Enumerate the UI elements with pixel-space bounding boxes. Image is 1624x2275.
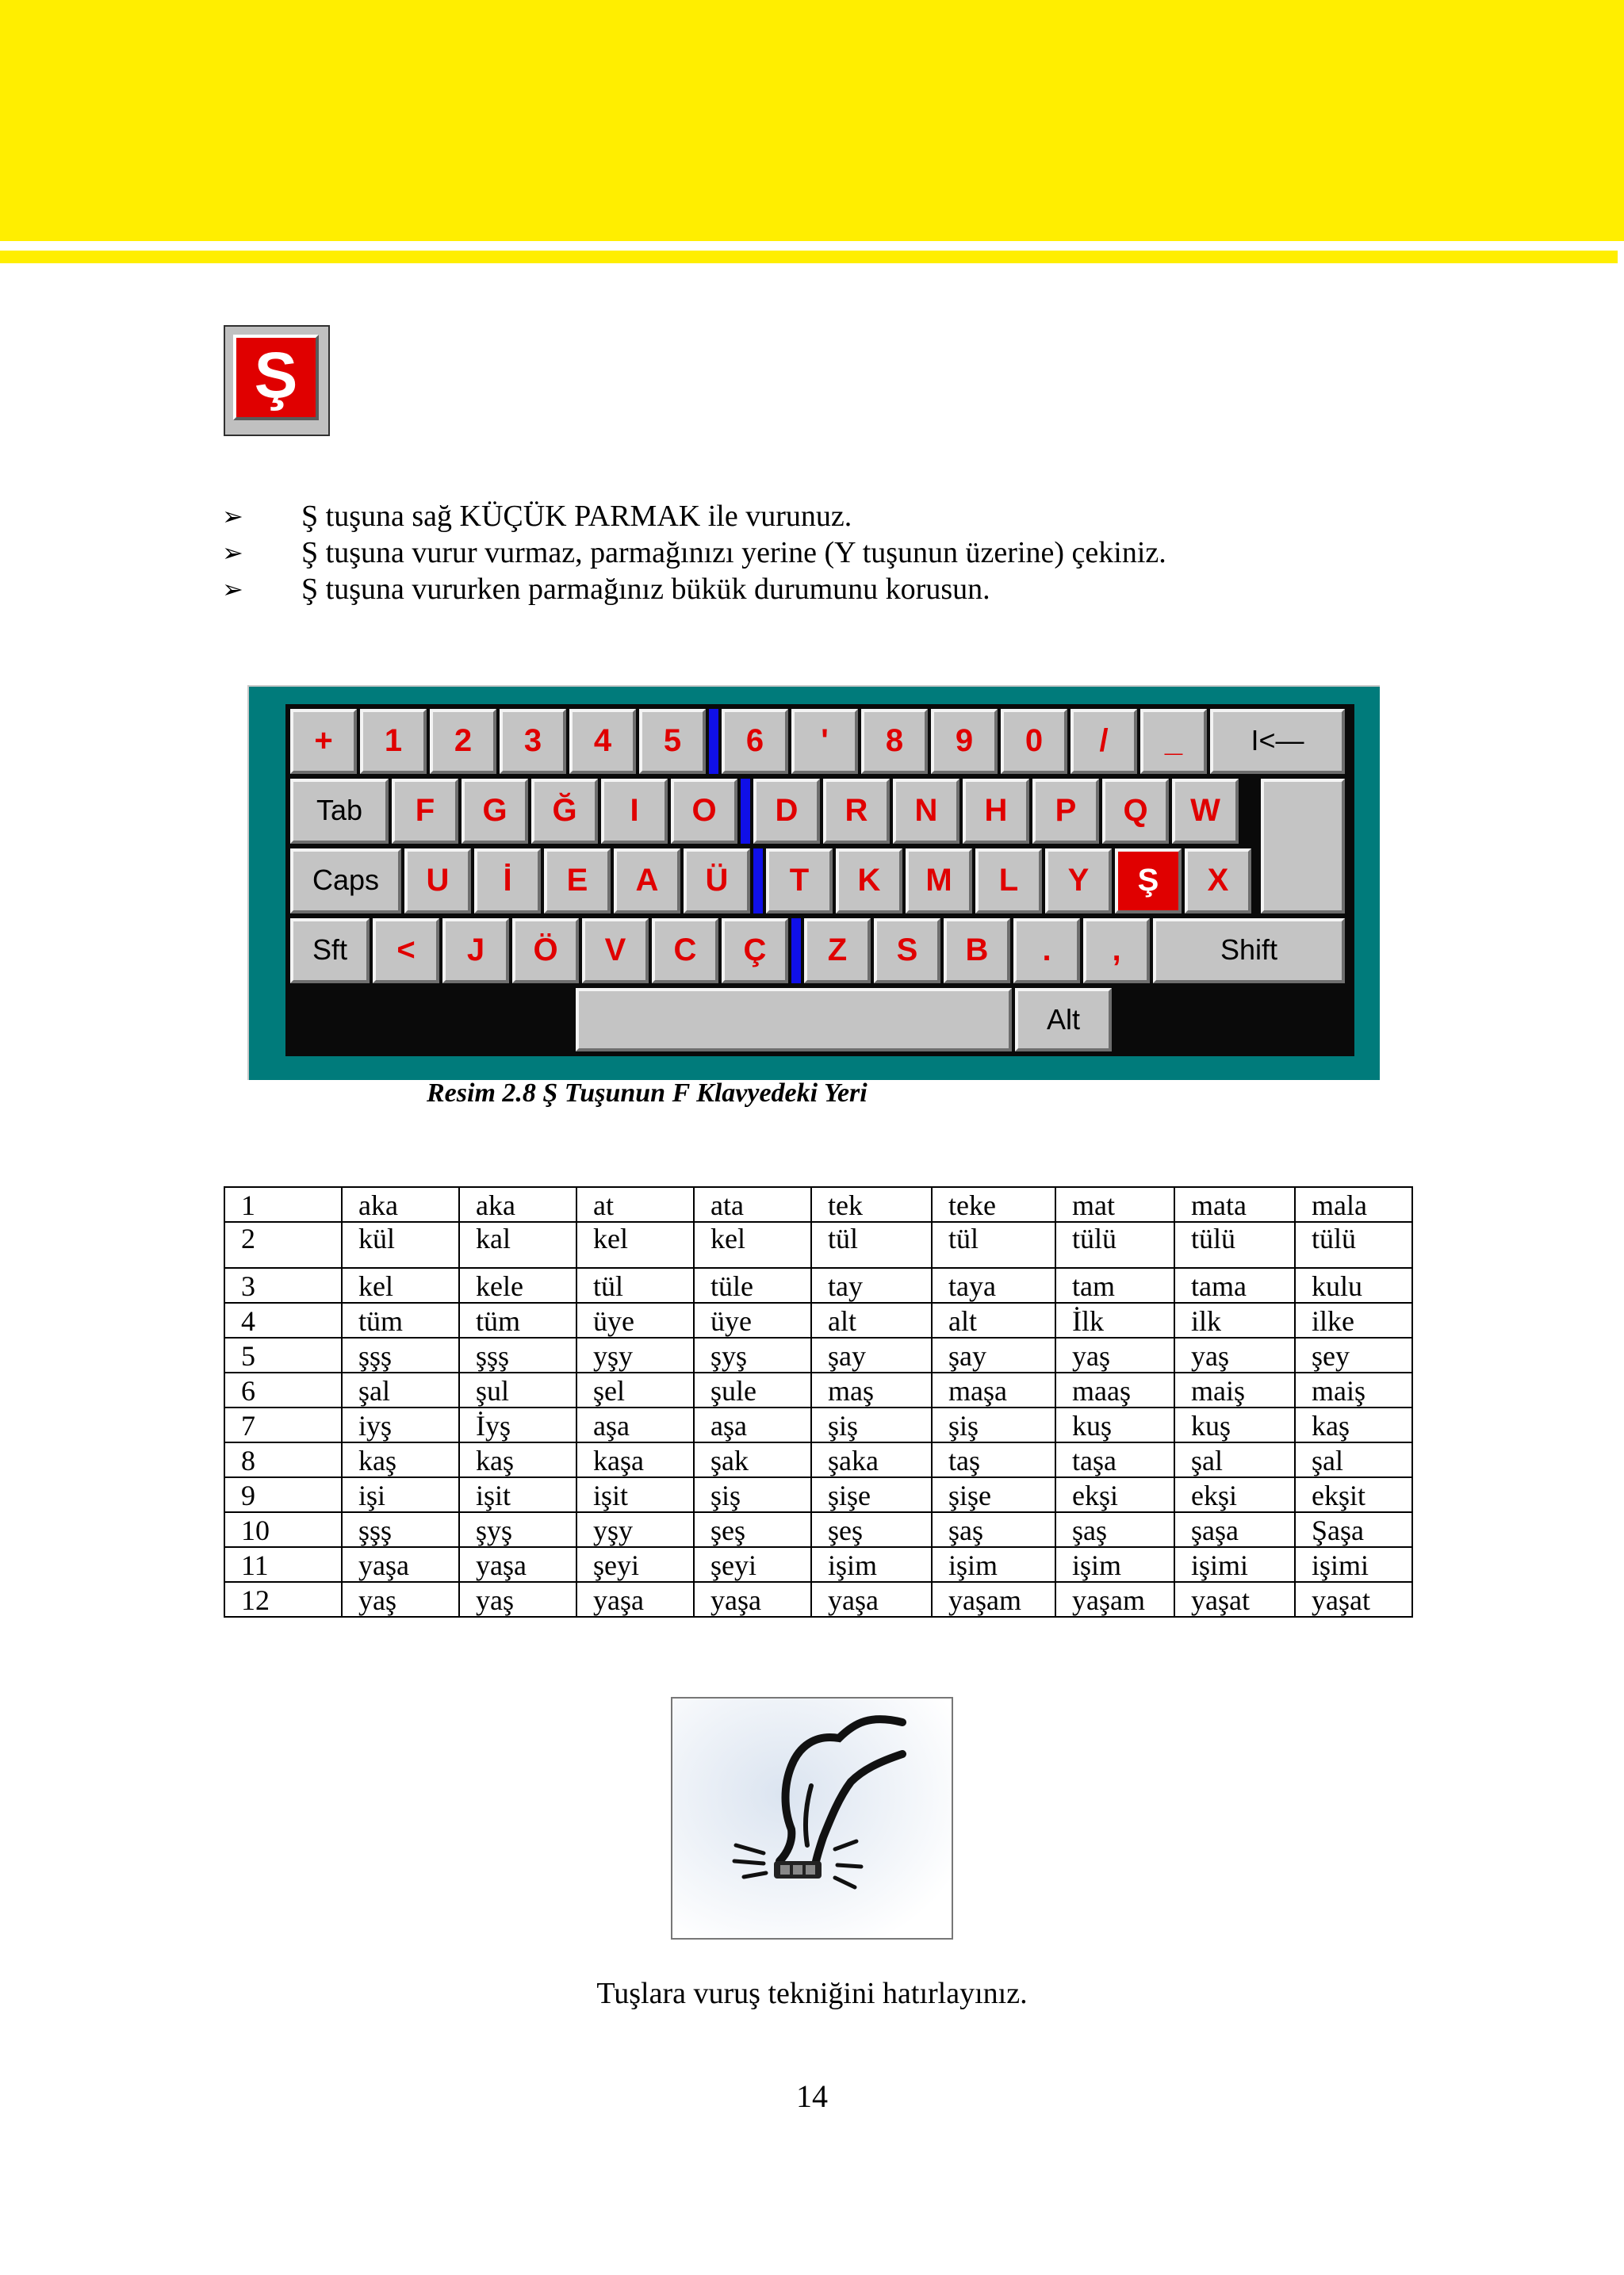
key-2: 2 bbox=[430, 709, 496, 774]
key-q: Q bbox=[1102, 779, 1169, 844]
word-cell: kuş bbox=[1174, 1408, 1295, 1442]
key-l: L bbox=[975, 848, 1042, 913]
word-cell: taya bbox=[932, 1268, 1055, 1303]
word-cell: şyş bbox=[694, 1338, 811, 1373]
word-cell: tülü bbox=[1174, 1222, 1295, 1268]
instruction-item bbox=[222, 571, 1411, 607]
word-cell: aşa bbox=[576, 1408, 694, 1442]
arrow-bullet-icon: ➢ bbox=[222, 574, 243, 604]
arrow-bullet-icon: ➢ bbox=[222, 501, 243, 531]
word-cell: ekşit bbox=[1295, 1477, 1412, 1512]
word-cell: şiş bbox=[811, 1408, 932, 1442]
word-cell: şaka bbox=[811, 1442, 932, 1477]
word-cell: yaşa bbox=[576, 1582, 694, 1617]
word-cell: şiş bbox=[694, 1477, 811, 1512]
word-cell: şeş bbox=[694, 1512, 811, 1547]
word-cell: ata bbox=[694, 1187, 811, 1222]
word-cell: şaş bbox=[932, 1512, 1055, 1547]
table-row bbox=[224, 1268, 1412, 1303]
row-number-cell: 1 bbox=[224, 1187, 342, 1222]
word-cell: tül bbox=[932, 1222, 1055, 1268]
word-cell: aka bbox=[342, 1187, 459, 1222]
key-o: O bbox=[671, 779, 737, 844]
word-cell: tek bbox=[811, 1187, 932, 1222]
word-cell: tay bbox=[811, 1268, 932, 1303]
row-number-cell: 12 bbox=[224, 1582, 342, 1617]
word-cell: işim bbox=[1055, 1547, 1174, 1582]
word-cell: İyş bbox=[459, 1408, 576, 1442]
key-k: K bbox=[836, 848, 902, 913]
key-x: X bbox=[1185, 848, 1251, 913]
word-cell: kal bbox=[459, 1222, 576, 1268]
word-cell: şşş bbox=[342, 1338, 459, 1373]
header-yellow-stripe bbox=[0, 251, 1618, 263]
key-5: 5 bbox=[639, 709, 706, 774]
word-cell: kel bbox=[694, 1222, 811, 1268]
word-cell: maşa bbox=[932, 1373, 1055, 1408]
word-cell: şak bbox=[694, 1442, 811, 1477]
key-right-shift: Shift bbox=[1153, 918, 1345, 983]
table-row bbox=[224, 1187, 1412, 1222]
key-f: F bbox=[392, 779, 458, 844]
word-cell: iyş bbox=[342, 1408, 459, 1442]
row-number-cell: 7 bbox=[224, 1408, 342, 1442]
word-cell: maiş bbox=[1174, 1373, 1295, 1408]
finger-tap-icon bbox=[672, 1699, 952, 1938]
word-cell: şel bbox=[576, 1373, 694, 1408]
word-cell: Şaşa bbox=[1295, 1512, 1412, 1547]
table-row bbox=[224, 1477, 1412, 1512]
key-v: V bbox=[582, 918, 649, 983]
key-e: E bbox=[544, 848, 611, 913]
key-s-cedilla-highlighted: Ş bbox=[1115, 848, 1182, 913]
word-cell: yaş bbox=[1174, 1338, 1295, 1373]
word-cell: tülü bbox=[1055, 1222, 1174, 1268]
key-6: 6 bbox=[722, 709, 788, 774]
key-4: 4 bbox=[569, 709, 636, 774]
table-row bbox=[224, 1338, 1412, 1373]
finger-separator bbox=[791, 918, 801, 983]
figure-caption: Resim 2.8 Ş Tuşunun F Klavyedeki Yeri bbox=[427, 1078, 868, 1108]
word-cell: şal bbox=[1174, 1442, 1295, 1477]
word-cell: yaşat bbox=[1174, 1582, 1295, 1617]
table-row bbox=[224, 1512, 1412, 1547]
key-apostrophe: ' bbox=[791, 709, 858, 774]
row-number-cell: 9 bbox=[224, 1477, 342, 1512]
word-cell: şay bbox=[932, 1338, 1055, 1373]
word-cell: tam bbox=[1055, 1268, 1174, 1303]
word-cell: alt bbox=[811, 1303, 932, 1338]
word-cell: taşa bbox=[1055, 1442, 1174, 1477]
word-cell: ekşi bbox=[1055, 1477, 1174, 1512]
word-cell: yaşat bbox=[1295, 1582, 1412, 1617]
instruction-text: Ş tuşuna sağ KÜÇÜK PARMAK ile vurunuz. bbox=[301, 500, 852, 533]
key-w: W bbox=[1172, 779, 1239, 844]
key-badge bbox=[224, 325, 330, 436]
key-badge-letter: Ş bbox=[233, 335, 319, 420]
word-cell: üye bbox=[694, 1303, 811, 1338]
key-i-dotted: İ bbox=[474, 848, 541, 913]
word-cell: yaşam bbox=[932, 1582, 1055, 1617]
word-cell: tüm bbox=[342, 1303, 459, 1338]
word-cell: kül bbox=[342, 1222, 459, 1268]
word-cell: yaşa bbox=[342, 1547, 459, 1582]
word-cell: şeyi bbox=[576, 1547, 694, 1582]
key-h: H bbox=[963, 779, 1029, 844]
word-cell: aka bbox=[459, 1187, 576, 1222]
word-cell: şişe bbox=[811, 1477, 932, 1512]
key-a: A bbox=[614, 848, 680, 913]
word-cell: tama bbox=[1174, 1268, 1295, 1303]
row-number-cell: 8 bbox=[224, 1442, 342, 1477]
key-i-dotless: I bbox=[601, 779, 668, 844]
instruction-item bbox=[222, 534, 1411, 571]
keyboard-illustration bbox=[247, 685, 1380, 1080]
word-cell: İlk bbox=[1055, 1303, 1174, 1338]
word-cell: şal bbox=[1295, 1442, 1412, 1477]
table-row bbox=[224, 1222, 1412, 1268]
key-3: 3 bbox=[500, 709, 566, 774]
finger-separator bbox=[709, 709, 718, 774]
word-cell: maaş bbox=[1055, 1373, 1174, 1408]
header-yellow-band bbox=[0, 0, 1624, 241]
practice-word-table bbox=[224, 1186, 1413, 1618]
word-cell: kaş bbox=[459, 1442, 576, 1477]
key-s: S bbox=[874, 918, 940, 983]
word-cell: işi bbox=[342, 1477, 459, 1512]
key-enter bbox=[1261, 779, 1345, 913]
word-cell: işit bbox=[459, 1477, 576, 1512]
word-cell: kuş bbox=[1055, 1408, 1174, 1442]
table-row bbox=[224, 1442, 1412, 1477]
word-cell: yaş bbox=[1055, 1338, 1174, 1373]
word-cell: tülü bbox=[1295, 1222, 1412, 1268]
word-cell: teke bbox=[932, 1187, 1055, 1222]
row-number-cell: 2 bbox=[224, 1222, 342, 1268]
row-number-cell: 5 bbox=[224, 1338, 342, 1373]
key-underscore: _ bbox=[1140, 709, 1207, 774]
instruction-text: Ş tuşuna vurur vurmaz, parmağınızı yerine (Y tuşunun üzerine) çekiniz. bbox=[301, 536, 1166, 569]
word-cell: yaş bbox=[459, 1582, 576, 1617]
word-cell: şay bbox=[811, 1338, 932, 1373]
word-cell: ekşi bbox=[1174, 1477, 1295, 1512]
finger-separator bbox=[741, 779, 750, 844]
word-cell: mala bbox=[1295, 1187, 1412, 1222]
word-cell: tül bbox=[811, 1222, 932, 1268]
word-cell: mat bbox=[1055, 1187, 1174, 1222]
row-number-cell: 11 bbox=[224, 1547, 342, 1582]
key-caps: Caps bbox=[290, 848, 401, 913]
word-cell: aşa bbox=[694, 1408, 811, 1442]
key-space bbox=[576, 988, 1012, 1051]
word-cell: işimi bbox=[1174, 1547, 1295, 1582]
instruction-item bbox=[222, 498, 1411, 534]
word-cell: işimi bbox=[1295, 1547, 1412, 1582]
row-number-cell: 3 bbox=[224, 1268, 342, 1303]
word-cell: alt bbox=[932, 1303, 1055, 1338]
instruction-list bbox=[222, 498, 1411, 607]
key-comma: , bbox=[1083, 918, 1150, 983]
key-r: R bbox=[823, 779, 890, 844]
key-1: 1 bbox=[360, 709, 427, 774]
key-9: 9 bbox=[931, 709, 998, 774]
row-number-cell: 10 bbox=[224, 1512, 342, 1547]
word-cell: işim bbox=[932, 1547, 1055, 1582]
key-c: C bbox=[652, 918, 718, 983]
word-cell: tüm bbox=[459, 1303, 576, 1338]
word-cell: yaşa bbox=[811, 1582, 932, 1617]
word-cell: maş bbox=[811, 1373, 932, 1408]
table-row bbox=[224, 1547, 1412, 1582]
row-number-cell: 4 bbox=[224, 1303, 342, 1338]
word-cell: yşy bbox=[576, 1338, 694, 1373]
key-u: U bbox=[404, 848, 471, 913]
key-m: M bbox=[906, 848, 972, 913]
arrow-bullet-icon: ➢ bbox=[222, 538, 243, 568]
word-cell: şey bbox=[1295, 1338, 1412, 1373]
key-n: N bbox=[893, 779, 959, 844]
key-c-cedilla: Ç bbox=[722, 918, 788, 983]
key-z: Z bbox=[804, 918, 871, 983]
key-alt: Alt bbox=[1015, 988, 1112, 1051]
key-slash: / bbox=[1071, 709, 1137, 774]
word-cell: şişe bbox=[932, 1477, 1055, 1512]
word-cell: şiş bbox=[932, 1408, 1055, 1442]
word-cell: mata bbox=[1174, 1187, 1295, 1222]
word-cell: yşy bbox=[576, 1512, 694, 1547]
key-g-breve: Ğ bbox=[531, 779, 598, 844]
word-cell: taş bbox=[932, 1442, 1055, 1477]
word-cell: kaş bbox=[342, 1442, 459, 1477]
table-row bbox=[224, 1303, 1412, 1338]
key-less-than: < bbox=[373, 918, 439, 983]
word-cell: kel bbox=[576, 1222, 694, 1268]
finger-separator bbox=[753, 848, 763, 913]
word-cell: yaşam bbox=[1055, 1582, 1174, 1617]
key-plus: + bbox=[290, 709, 357, 774]
key-o-umlaut: Ö bbox=[512, 918, 579, 983]
word-cell: üye bbox=[576, 1303, 694, 1338]
word-cell: kulu bbox=[1295, 1268, 1412, 1303]
reminder-text: Tuşlara vuruş tekniğini hatırlayınız. bbox=[596, 1977, 1028, 2010]
table-row bbox=[224, 1582, 1412, 1617]
key-p: P bbox=[1032, 779, 1099, 844]
table-row bbox=[224, 1373, 1412, 1408]
word-cell: şule bbox=[694, 1373, 811, 1408]
word-cell: işit bbox=[576, 1477, 694, 1512]
word-cell: şşş bbox=[459, 1338, 576, 1373]
word-cell: tül bbox=[576, 1268, 694, 1303]
key-t: T bbox=[766, 848, 833, 913]
finger-tap-illustration bbox=[671, 1697, 953, 1940]
word-cell: ilk bbox=[1174, 1303, 1295, 1338]
key-d: D bbox=[753, 779, 820, 844]
instruction-text: Ş tuşuna vururken parmağınız bükük durumunu korusun. bbox=[301, 573, 990, 606]
row-number-cell: 6 bbox=[224, 1373, 342, 1408]
page-number: 14 bbox=[796, 2078, 828, 2114]
word-cell: kaş bbox=[1295, 1408, 1412, 1442]
word-cell: yaşa bbox=[694, 1582, 811, 1617]
word-cell: işim bbox=[811, 1547, 932, 1582]
key-period: . bbox=[1013, 918, 1080, 983]
word-cell: kele bbox=[459, 1268, 576, 1303]
word-cell: şaş bbox=[1055, 1512, 1174, 1547]
word-cell: at bbox=[576, 1187, 694, 1222]
key-tab: Tab bbox=[290, 779, 389, 844]
key-g: G bbox=[462, 779, 528, 844]
word-cell: ilke bbox=[1295, 1303, 1412, 1338]
table-row bbox=[224, 1408, 1412, 1442]
key-0: 0 bbox=[1001, 709, 1067, 774]
word-cell: şaşa bbox=[1174, 1512, 1295, 1547]
key-j: J bbox=[442, 918, 509, 983]
key-left-shift: Sft bbox=[290, 918, 370, 983]
key-u-umlaut: Ü bbox=[684, 848, 750, 913]
key-backspace: I<— bbox=[1210, 709, 1345, 774]
word-cell: tüle bbox=[694, 1268, 811, 1303]
word-cell: şul bbox=[459, 1373, 576, 1408]
key-y: Y bbox=[1045, 848, 1112, 913]
keyboard-frame bbox=[285, 704, 1354, 1056]
word-cell: şşş bbox=[342, 1512, 459, 1547]
word-cell: şyş bbox=[459, 1512, 576, 1547]
word-cell: kel bbox=[342, 1268, 459, 1303]
word-cell: şeyi bbox=[694, 1547, 811, 1582]
word-cell: yaşa bbox=[459, 1547, 576, 1582]
word-cell: kaşa bbox=[576, 1442, 694, 1477]
word-cell: maiş bbox=[1295, 1373, 1412, 1408]
key-b: B bbox=[944, 918, 1010, 983]
word-cell: yaş bbox=[342, 1582, 459, 1617]
word-cell: şal bbox=[342, 1373, 459, 1408]
word-cell: şeş bbox=[811, 1512, 932, 1547]
key-8: 8 bbox=[861, 709, 928, 774]
